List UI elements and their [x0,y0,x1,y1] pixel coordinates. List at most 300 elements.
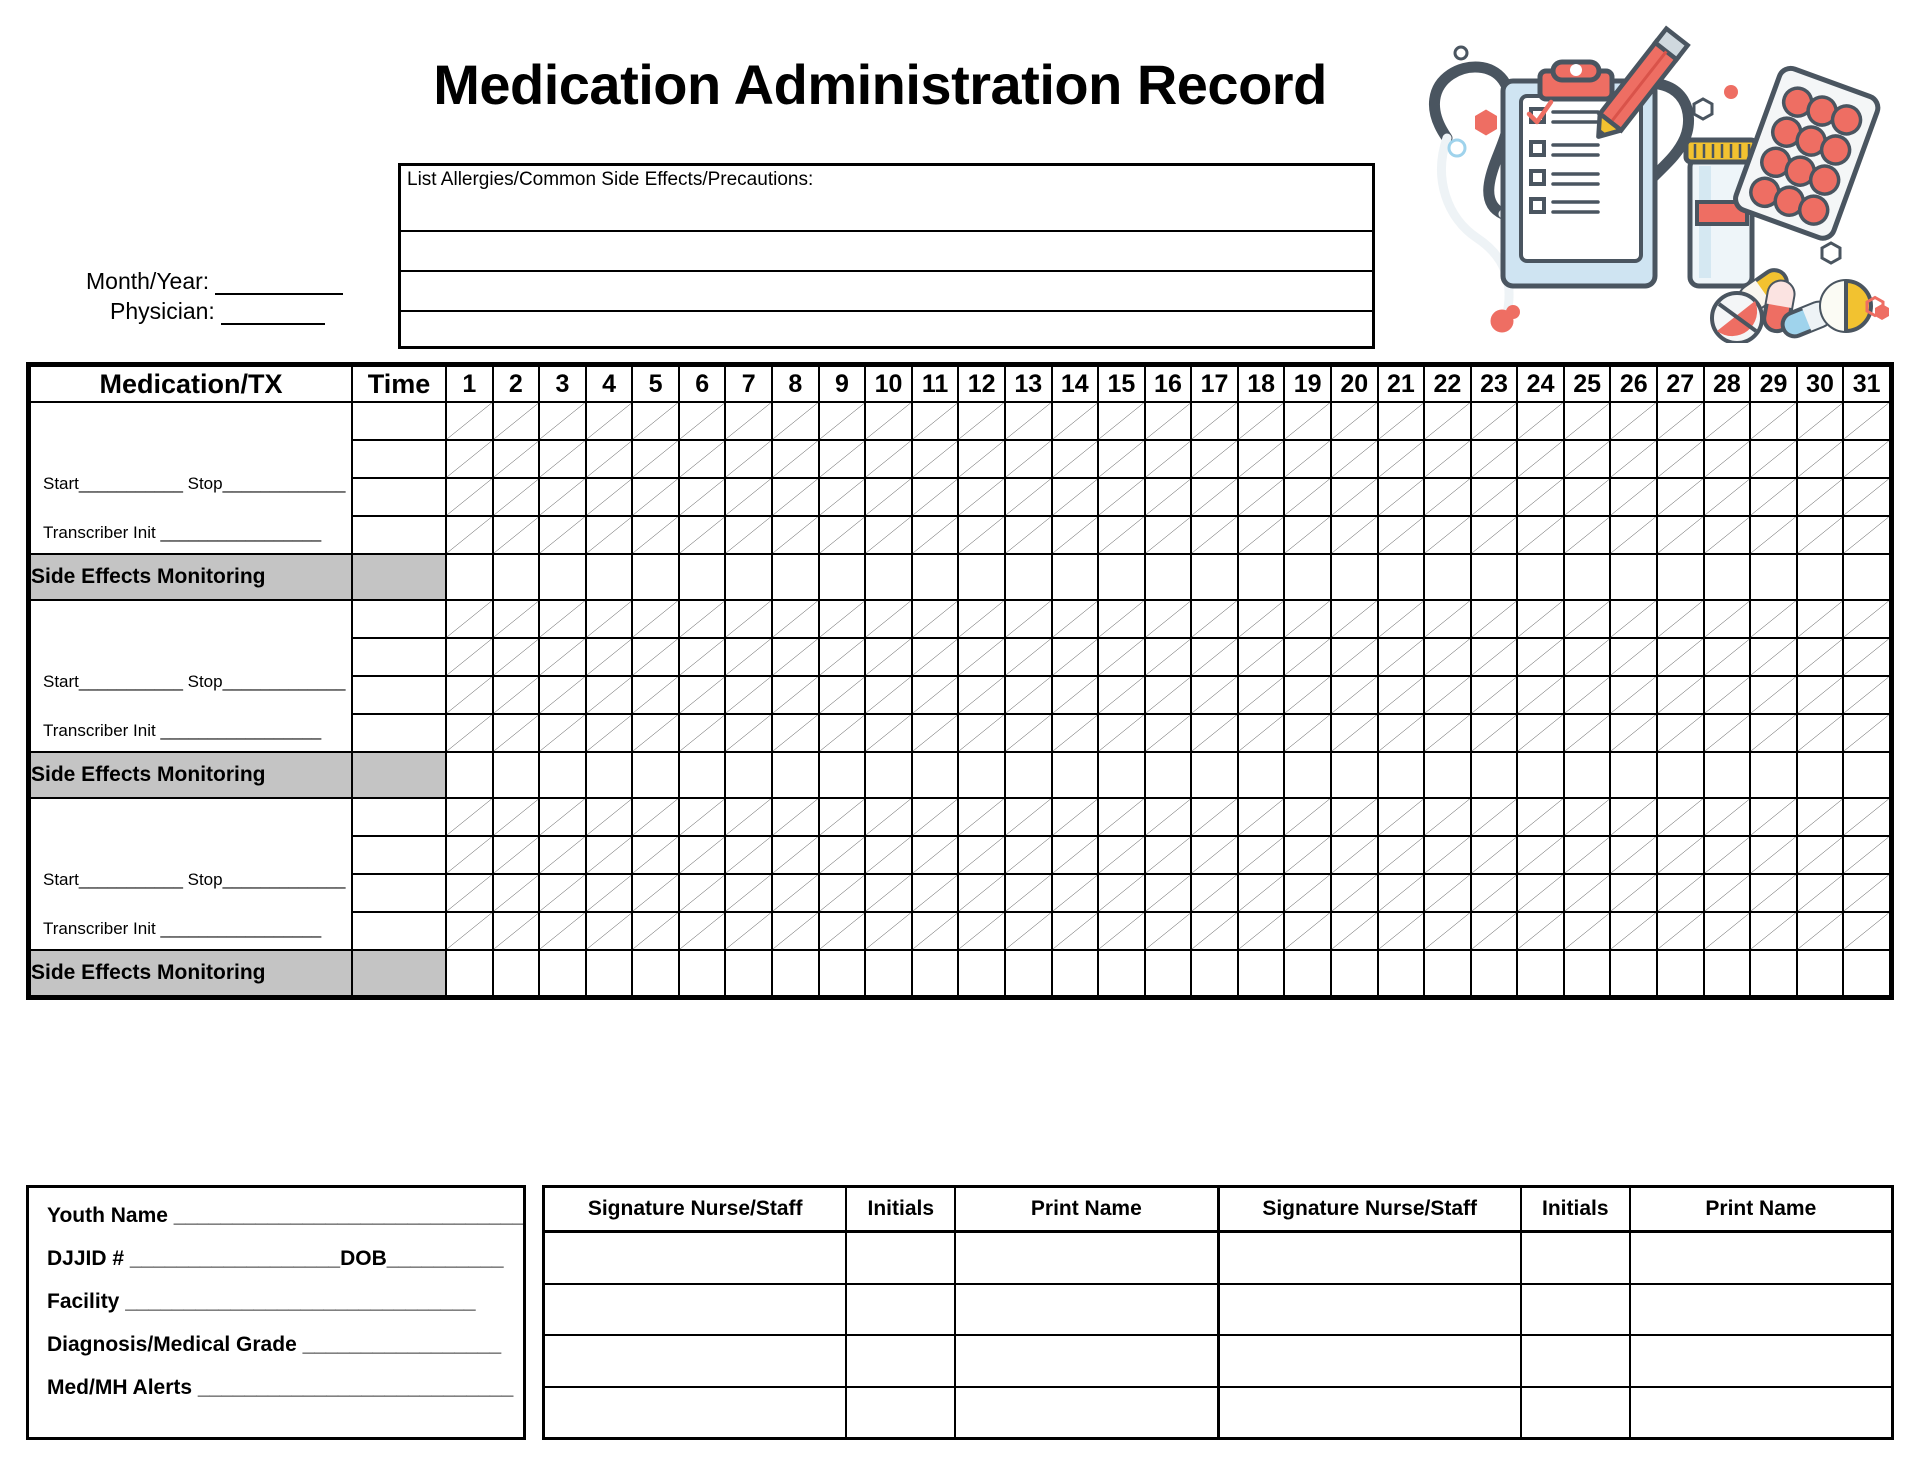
day-cell-27[interactable] [1657,714,1704,752]
day-cell-2[interactable] [493,676,540,714]
day-cell-23[interactable] [1471,478,1518,516]
day-cell-26[interactable] [1610,516,1657,554]
day-cell-16[interactable] [1145,554,1192,600]
day-cell-5[interactable] [632,402,679,440]
day-cell-11[interactable] [912,600,959,638]
day-cell-11[interactable] [912,798,959,836]
day-cell-18[interactable] [1238,600,1285,638]
print-name-cell[interactable] [955,1284,1216,1336]
day-cell-1[interactable] [446,950,493,996]
day-cell-24[interactable] [1517,912,1564,950]
day-cell-6[interactable] [679,478,726,516]
day-cell-15[interactable] [1098,874,1145,912]
day-cell-23[interactable] [1471,554,1518,600]
day-cell-12[interactable] [958,836,1005,874]
day-cell-29[interactable] [1750,638,1797,676]
day-cell-6[interactable] [679,600,726,638]
day-cell-19[interactable] [1284,714,1331,752]
day-cell-30[interactable] [1797,798,1844,836]
day-cell-28[interactable] [1704,912,1751,950]
day-cell-3[interactable] [539,516,586,554]
day-cell-15[interactable] [1098,478,1145,516]
day-cell-23[interactable] [1471,600,1518,638]
day-cell-18[interactable] [1238,714,1285,752]
day-cell-4[interactable] [586,440,633,478]
time-entry-cell[interactable] [352,638,446,676]
day-cell-10[interactable] [865,478,912,516]
day-cell-27[interactable] [1657,912,1704,950]
day-cell-7[interactable] [725,912,772,950]
day-cell-3[interactable] [539,874,586,912]
day-cell-5[interactable] [632,676,679,714]
day-cell-31[interactable] [1843,440,1890,478]
day-cell-3[interactable] [539,798,586,836]
day-cell-11[interactable] [912,402,959,440]
day-cell-15[interactable] [1098,714,1145,752]
day-cell-3[interactable] [539,752,586,798]
day-cell-24[interactable] [1517,516,1564,554]
day-cell-13[interactable] [1005,836,1052,874]
day-cell-20[interactable] [1331,402,1378,440]
day-cell-7[interactable] [725,714,772,752]
day-cell-22[interactable] [1424,874,1471,912]
print-name-cell[interactable] [1630,1335,1891,1387]
initials-cell[interactable] [846,1335,955,1387]
day-cell-5[interactable] [632,600,679,638]
day-cell-25[interactable] [1564,516,1611,554]
signature-nurse-staff-cell[interactable] [1220,1387,1521,1437]
day-cell-17[interactable] [1191,676,1238,714]
day-cell-5[interactable] [632,478,679,516]
day-cell-15[interactable] [1098,402,1145,440]
day-cell-24[interactable] [1517,798,1564,836]
day-cell-29[interactable] [1750,516,1797,554]
day-cell-2[interactable] [493,478,540,516]
youth-info-line-2[interactable]: Facility ______________________________ [47,1290,476,1313]
youth-info-box[interactable] [26,1185,526,1440]
day-cell-19[interactable] [1284,752,1331,798]
day-cell-16[interactable] [1145,478,1192,516]
day-cell-24[interactable] [1517,402,1564,440]
day-cell-21[interactable] [1378,638,1425,676]
day-cell-22[interactable] [1424,912,1471,950]
day-cell-22[interactable] [1424,478,1471,516]
print-name-cell[interactable] [1630,1387,1891,1437]
day-cell-15[interactable] [1098,554,1145,600]
day-cell-17[interactable] [1191,798,1238,836]
day-cell-19[interactable] [1284,798,1331,836]
day-cell-16[interactable] [1145,714,1192,752]
day-cell-6[interactable] [679,676,726,714]
day-cell-27[interactable] [1657,676,1704,714]
day-cell-15[interactable] [1098,752,1145,798]
day-cell-20[interactable] [1331,752,1378,798]
day-cell-10[interactable] [865,638,912,676]
day-cell-17[interactable] [1191,836,1238,874]
day-cell-1[interactable] [446,714,493,752]
day-cell-17[interactable] [1191,554,1238,600]
day-cell-21[interactable] [1378,516,1425,554]
day-cell-7[interactable] [725,874,772,912]
day-cell-25[interactable] [1564,912,1611,950]
day-cell-8[interactable] [772,798,819,836]
day-cell-12[interactable] [958,874,1005,912]
day-cell-10[interactable] [865,600,912,638]
day-cell-9[interactable] [819,714,866,752]
print-name-cell[interactable] [1630,1232,1891,1284]
day-cell-21[interactable] [1378,402,1425,440]
day-cell-25[interactable] [1564,950,1611,996]
initials-cell[interactable] [1521,1284,1630,1336]
day-cell-13[interactable] [1005,950,1052,996]
day-cell-29[interactable] [1750,554,1797,600]
day-cell-11[interactable] [912,874,959,912]
day-cell-20[interactable] [1331,836,1378,874]
day-cell-1[interactable] [446,478,493,516]
day-cell-10[interactable] [865,798,912,836]
time-entry-cell[interactable] [352,516,446,554]
day-cell-30[interactable] [1797,440,1844,478]
day-cell-19[interactable] [1284,402,1331,440]
physician-field[interactable] [110,298,325,325]
day-cell-29[interactable] [1750,478,1797,516]
day-cell-13[interactable] [1005,752,1052,798]
time-entry-cell[interactable] [352,798,446,836]
day-cell-22[interactable] [1424,402,1471,440]
day-cell-30[interactable] [1797,752,1844,798]
day-cell-13[interactable] [1005,714,1052,752]
day-cell-8[interactable] [772,638,819,676]
day-cell-6[interactable] [679,714,726,752]
day-cell-27[interactable] [1657,752,1704,798]
allergies-input-row[interactable] [401,232,1372,272]
youth-info-line-3[interactable]: Diagnosis/Medical Grade _________________ [47,1333,502,1356]
day-cell-25[interactable] [1564,478,1611,516]
day-cell-2[interactable] [493,836,540,874]
day-cell-6[interactable] [679,638,726,676]
print-name-cell[interactable] [955,1387,1216,1437]
day-cell-11[interactable] [912,516,959,554]
day-cell-8[interactable] [772,554,819,600]
day-cell-14[interactable] [1052,440,1099,478]
day-cell-15[interactable] [1098,950,1145,996]
day-cell-21[interactable] [1378,752,1425,798]
day-cell-13[interactable] [1005,440,1052,478]
day-cell-26[interactable] [1610,752,1657,798]
day-cell-9[interactable] [819,950,866,996]
day-cell-18[interactable] [1238,440,1285,478]
day-cell-29[interactable] [1750,874,1797,912]
day-cell-3[interactable] [539,554,586,600]
day-cell-5[interactable] [632,912,679,950]
print-name-cell[interactable] [955,1232,1216,1284]
signature-nurse-staff-cell[interactable] [545,1232,846,1284]
day-cell-22[interactable] [1424,554,1471,600]
day-cell-11[interactable] [912,676,959,714]
day-cell-10[interactable] [865,676,912,714]
day-cell-31[interactable] [1843,950,1890,996]
day-cell-20[interactable] [1331,714,1378,752]
day-cell-6[interactable] [679,912,726,950]
day-cell-22[interactable] [1424,638,1471,676]
day-cell-25[interactable] [1564,714,1611,752]
day-cell-26[interactable] [1610,402,1657,440]
day-cell-11[interactable] [912,554,959,600]
day-cell-10[interactable] [865,554,912,600]
day-cell-10[interactable] [865,752,912,798]
day-cell-14[interactable] [1052,836,1099,874]
day-cell-31[interactable] [1843,402,1890,440]
day-cell-22[interactable] [1424,798,1471,836]
day-cell-1[interactable] [446,752,493,798]
day-cell-30[interactable] [1797,912,1844,950]
day-cell-28[interactable] [1704,676,1751,714]
day-cell-4[interactable] [586,478,633,516]
day-cell-6[interactable] [679,440,726,478]
day-cell-19[interactable] [1284,516,1331,554]
day-cell-17[interactable] [1191,714,1238,752]
day-cell-18[interactable] [1238,874,1285,912]
day-cell-26[interactable] [1610,638,1657,676]
day-cell-31[interactable] [1843,752,1890,798]
day-cell-13[interactable] [1005,798,1052,836]
day-cell-2[interactable] [493,554,540,600]
month-year-field[interactable] [86,268,343,295]
day-cell-23[interactable] [1471,874,1518,912]
day-cell-16[interactable] [1145,950,1192,996]
day-cell-22[interactable] [1424,950,1471,996]
day-cell-26[interactable] [1610,798,1657,836]
day-cell-29[interactable] [1750,402,1797,440]
day-cell-21[interactable] [1378,600,1425,638]
day-cell-24[interactable] [1517,752,1564,798]
day-cell-16[interactable] [1145,752,1192,798]
day-cell-13[interactable] [1005,516,1052,554]
transcriber-init-field[interactable]: Transcriber Init _________________ [43,523,322,543]
day-cell-21[interactable] [1378,554,1425,600]
day-cell-3[interactable] [539,440,586,478]
day-cell-21[interactable] [1378,874,1425,912]
day-cell-28[interactable] [1704,554,1751,600]
day-cell-27[interactable] [1657,516,1704,554]
time-entry-cell[interactable] [352,912,446,950]
day-cell-25[interactable] [1564,874,1611,912]
day-cell-16[interactable] [1145,516,1192,554]
day-cell-1[interactable] [446,798,493,836]
day-cell-6[interactable] [679,874,726,912]
day-cell-16[interactable] [1145,402,1192,440]
day-cell-2[interactable] [493,440,540,478]
day-cell-1[interactable] [446,676,493,714]
day-cell-11[interactable] [912,714,959,752]
day-cell-24[interactable] [1517,874,1564,912]
day-cell-18[interactable] [1238,478,1285,516]
day-cell-30[interactable] [1797,600,1844,638]
day-cell-3[interactable] [539,912,586,950]
day-cell-30[interactable] [1797,950,1844,996]
day-cell-13[interactable] [1005,478,1052,516]
day-cell-3[interactable] [539,676,586,714]
day-cell-6[interactable] [679,554,726,600]
day-cell-24[interactable] [1517,554,1564,600]
month-year-input[interactable] [215,271,343,295]
day-cell-5[interactable] [632,714,679,752]
day-cell-24[interactable] [1517,478,1564,516]
day-cell-8[interactable] [772,478,819,516]
day-cell-18[interactable] [1238,950,1285,996]
transcriber-init-field[interactable]: Transcriber Init _________________ [43,919,322,939]
day-cell-10[interactable] [865,912,912,950]
day-cell-14[interactable] [1052,516,1099,554]
day-cell-13[interactable] [1005,402,1052,440]
print-name-cell[interactable] [1630,1284,1891,1336]
day-cell-14[interactable] [1052,600,1099,638]
day-cell-28[interactable] [1704,440,1751,478]
day-cell-24[interactable] [1517,440,1564,478]
time-entry-cell[interactable] [352,836,446,874]
day-cell-30[interactable] [1797,676,1844,714]
day-cell-8[interactable] [772,676,819,714]
day-cell-14[interactable] [1052,638,1099,676]
day-cell-20[interactable] [1331,798,1378,836]
day-cell-1[interactable] [446,554,493,600]
day-cell-1[interactable] [446,440,493,478]
day-cell-27[interactable] [1657,600,1704,638]
day-cell-20[interactable] [1331,638,1378,676]
day-cell-22[interactable] [1424,752,1471,798]
day-cell-31[interactable] [1843,554,1890,600]
day-cell-29[interactable] [1750,950,1797,996]
day-cell-5[interactable] [632,836,679,874]
day-cell-30[interactable] [1797,836,1844,874]
day-cell-19[interactable] [1284,950,1331,996]
initials-cell[interactable] [1521,1232,1630,1284]
day-cell-17[interactable] [1191,912,1238,950]
day-cell-19[interactable] [1284,874,1331,912]
day-cell-29[interactable] [1750,440,1797,478]
day-cell-3[interactable] [539,714,586,752]
day-cell-28[interactable] [1704,600,1751,638]
day-cell-17[interactable] [1191,638,1238,676]
day-cell-3[interactable] [539,600,586,638]
signature-nurse-staff-cell[interactable] [1220,1284,1521,1336]
day-cell-24[interactable] [1517,600,1564,638]
day-cell-24[interactable] [1517,676,1564,714]
day-cell-12[interactable] [958,912,1005,950]
day-cell-21[interactable] [1378,912,1425,950]
day-cell-7[interactable] [725,836,772,874]
day-cell-22[interactable] [1424,714,1471,752]
day-cell-1[interactable] [446,638,493,676]
day-cell-23[interactable] [1471,950,1518,996]
time-entry-cell[interactable] [352,600,446,638]
day-cell-16[interactable] [1145,836,1192,874]
day-cell-11[interactable] [912,836,959,874]
day-cell-5[interactable] [632,752,679,798]
day-cell-20[interactable] [1331,440,1378,478]
day-cell-13[interactable] [1005,554,1052,600]
day-cell-26[interactable] [1610,950,1657,996]
day-cell-12[interactable] [958,798,1005,836]
signature-nurse-staff-cell[interactable] [545,1387,846,1437]
day-cell-18[interactable] [1238,402,1285,440]
day-cell-5[interactable] [632,516,679,554]
day-cell-4[interactable] [586,798,633,836]
day-cell-8[interactable] [772,516,819,554]
day-cell-30[interactable] [1797,478,1844,516]
day-cell-27[interactable] [1657,402,1704,440]
day-cell-25[interactable] [1564,638,1611,676]
print-name-cell[interactable] [955,1335,1216,1387]
youth-info-line-1[interactable]: DJJID # __________________DOB__________ [47,1247,504,1270]
day-cell-9[interactable] [819,478,866,516]
medication-entry-cell[interactable] [30,600,352,752]
day-cell-9[interactable] [819,912,866,950]
day-cell-12[interactable] [958,950,1005,996]
initials-cell[interactable] [1521,1387,1630,1437]
day-cell-7[interactable] [725,554,772,600]
signature-nurse-staff-cell[interactable] [1220,1335,1521,1387]
day-cell-4[interactable] [586,714,633,752]
day-cell-4[interactable] [586,836,633,874]
day-cell-25[interactable] [1564,798,1611,836]
day-cell-7[interactable] [725,638,772,676]
day-cell-23[interactable] [1471,676,1518,714]
day-cell-22[interactable] [1424,516,1471,554]
day-cell-18[interactable] [1238,676,1285,714]
day-cell-1[interactable] [446,836,493,874]
day-cell-29[interactable] [1750,676,1797,714]
day-cell-9[interactable] [819,402,866,440]
day-cell-19[interactable] [1284,638,1331,676]
initials-cell[interactable] [846,1232,955,1284]
time-entry-cell[interactable] [352,714,446,752]
day-cell-25[interactable] [1564,600,1611,638]
day-cell-23[interactable] [1471,516,1518,554]
day-cell-12[interactable] [958,752,1005,798]
day-cell-3[interactable] [539,950,586,996]
medication-entry-cell[interactable] [30,798,352,950]
day-cell-14[interactable] [1052,676,1099,714]
day-cell-14[interactable] [1052,912,1099,950]
day-cell-5[interactable] [632,874,679,912]
day-cell-23[interactable] [1471,402,1518,440]
day-cell-13[interactable] [1005,676,1052,714]
day-cell-2[interactable] [493,752,540,798]
day-cell-23[interactable] [1471,752,1518,798]
day-cell-22[interactable] [1424,600,1471,638]
day-cell-9[interactable] [819,676,866,714]
day-cell-14[interactable] [1052,402,1099,440]
day-cell-9[interactable] [819,874,866,912]
day-cell-31[interactable] [1843,912,1890,950]
day-cell-20[interactable] [1331,516,1378,554]
day-cell-8[interactable] [772,714,819,752]
day-cell-25[interactable] [1564,676,1611,714]
day-cell-5[interactable] [632,554,679,600]
day-cell-2[interactable] [493,402,540,440]
day-cell-2[interactable] [493,638,540,676]
day-cell-24[interactable] [1517,950,1564,996]
day-cell-25[interactable] [1564,554,1611,600]
day-cell-31[interactable] [1843,714,1890,752]
day-cell-23[interactable] [1471,714,1518,752]
day-cell-19[interactable] [1284,600,1331,638]
day-cell-15[interactable] [1098,638,1145,676]
day-cell-20[interactable] [1331,874,1378,912]
day-cell-16[interactable] [1145,912,1192,950]
day-cell-11[interactable] [912,478,959,516]
